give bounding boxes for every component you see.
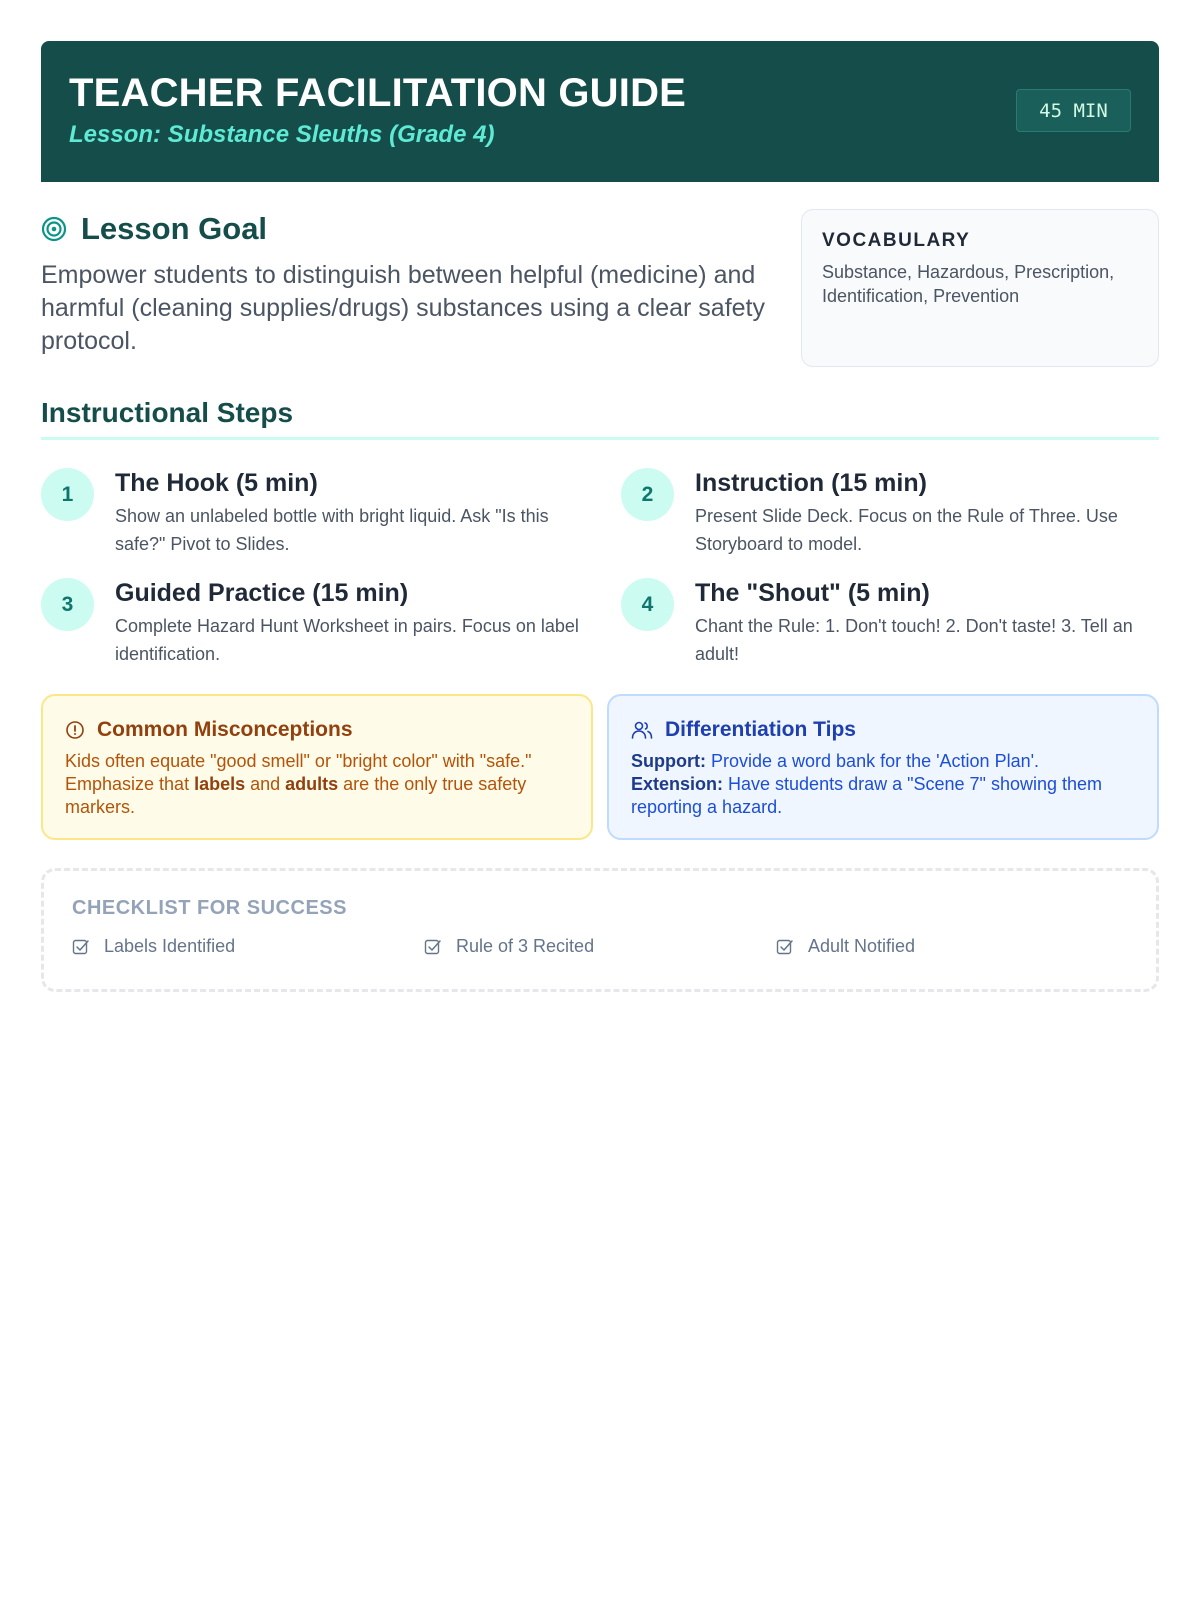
target-icon bbox=[41, 216, 67, 242]
checkbox-icon[interactable] bbox=[72, 938, 90, 956]
lesson-goal-title: Lesson Goal bbox=[81, 211, 268, 246]
lesson-goal-section bbox=[41, 209, 771, 367]
checklist-item-label: Rule of 3 Recited bbox=[456, 936, 595, 956]
misconceptions-header bbox=[65, 718, 569, 742]
goal-row bbox=[41, 209, 1159, 367]
vocabulary-list: Substance, Hazardous, Prescription, Identification, Prevention bbox=[822, 262, 1115, 306]
instructional-steps-heading: Instructional Steps bbox=[41, 397, 1159, 440]
step-item bbox=[621, 468, 1173, 558]
step-item bbox=[621, 578, 1173, 668]
misconceptions-text-part: are the only true safety markers. bbox=[65, 774, 527, 817]
step-title: The Hook (5 min) bbox=[115, 469, 318, 497]
page-title: TEACHER FACILITATION GUIDE bbox=[69, 71, 687, 115]
instructional-steps bbox=[41, 468, 1159, 668]
guide-header bbox=[41, 41, 1159, 182]
checklist-item[interactable] bbox=[424, 936, 776, 957]
checklist-title: CHECKLIST FOR SUCCESS bbox=[72, 897, 347, 919]
support-tip bbox=[631, 750, 1135, 773]
differentiation-header bbox=[631, 718, 1135, 742]
step-item bbox=[41, 578, 593, 668]
checklist-item-label: Adult Notified bbox=[808, 936, 916, 956]
support-label: Support: bbox=[631, 751, 706, 771]
step-description: Complete Hazard Hunt Worksheet in pairs. Focus on label identification. bbox=[115, 616, 579, 664]
differentiation-callout bbox=[607, 694, 1159, 840]
misconceptions-bold-labels: labels bbox=[194, 774, 246, 794]
step-number: 4 bbox=[621, 578, 674, 631]
checklist-items bbox=[72, 936, 1128, 957]
vocabulary-card bbox=[801, 209, 1159, 367]
misconceptions-bold-adults: adults bbox=[285, 774, 339, 794]
step-title: Guided Practice (15 min) bbox=[115, 579, 409, 607]
checklist-item[interactable] bbox=[776, 936, 1128, 957]
step-item bbox=[41, 468, 593, 558]
checkbox-icon[interactable] bbox=[424, 938, 442, 956]
misconceptions-callout bbox=[41, 694, 593, 840]
support-text: Provide a word bank for the 'Action Plan'. bbox=[705, 751, 1040, 771]
lesson-goal-heading bbox=[41, 209, 771, 249]
step-number: 2 bbox=[621, 468, 674, 521]
misconceptions-text-part: and bbox=[245, 774, 286, 794]
misconceptions-title: Common Misconceptions bbox=[97, 718, 353, 741]
step-description: Show an unlabeled bottle with bright liquid. Ask "Is this safe?" Pivot to Slides. bbox=[115, 506, 549, 554]
misconceptions-text bbox=[65, 750, 569, 819]
step-description: Present Slide Deck. Focus on the Rule of Three. Use Storyboard to model. bbox=[695, 506, 1118, 554]
duration-badge: 45 MIN bbox=[1016, 89, 1131, 132]
step-number: 3 bbox=[41, 578, 94, 631]
checklist-item-label: Labels Identified bbox=[104, 936, 236, 956]
users-icon bbox=[631, 720, 653, 740]
alert-circle-icon bbox=[65, 720, 85, 740]
vocabulary-title: VOCABULARY bbox=[822, 230, 971, 251]
step-title: The "Shout" (5 min) bbox=[695, 579, 930, 607]
lesson-goal-text: Empower students to distinguish between helpful (medicine) and harmful (cleaning supplies/drugs) substances using a clear safety protocol. bbox=[41, 261, 765, 355]
checklist-for-success bbox=[41, 868, 1159, 992]
extension-tip bbox=[631, 773, 1135, 819]
lesson-subtitle: Lesson: Substance Sleuths (Grade 4) bbox=[69, 121, 495, 148]
extension-label: Extension: bbox=[631, 774, 724, 794]
extension-text: Have students draw a "Scene 7" showing them reporting a hazard. bbox=[631, 774, 1102, 817]
differentiation-text bbox=[631, 750, 1135, 819]
step-number: 1 bbox=[41, 468, 94, 521]
misconceptions-text-part: Kids often equate "good smell" or "bright color" with "safe." Emphasize that bbox=[65, 751, 532, 794]
callouts-row bbox=[41, 694, 1159, 840]
checkbox-icon[interactable] bbox=[776, 938, 794, 956]
checklist-item[interactable] bbox=[72, 936, 424, 957]
step-description: Chant the Rule: 1. Don't touch! 2. Don't taste! 3. Tell an adult! bbox=[695, 616, 1133, 664]
step-title: Instruction (15 min) bbox=[695, 469, 927, 497]
differentiation-title: Differentiation Tips bbox=[665, 718, 856, 741]
